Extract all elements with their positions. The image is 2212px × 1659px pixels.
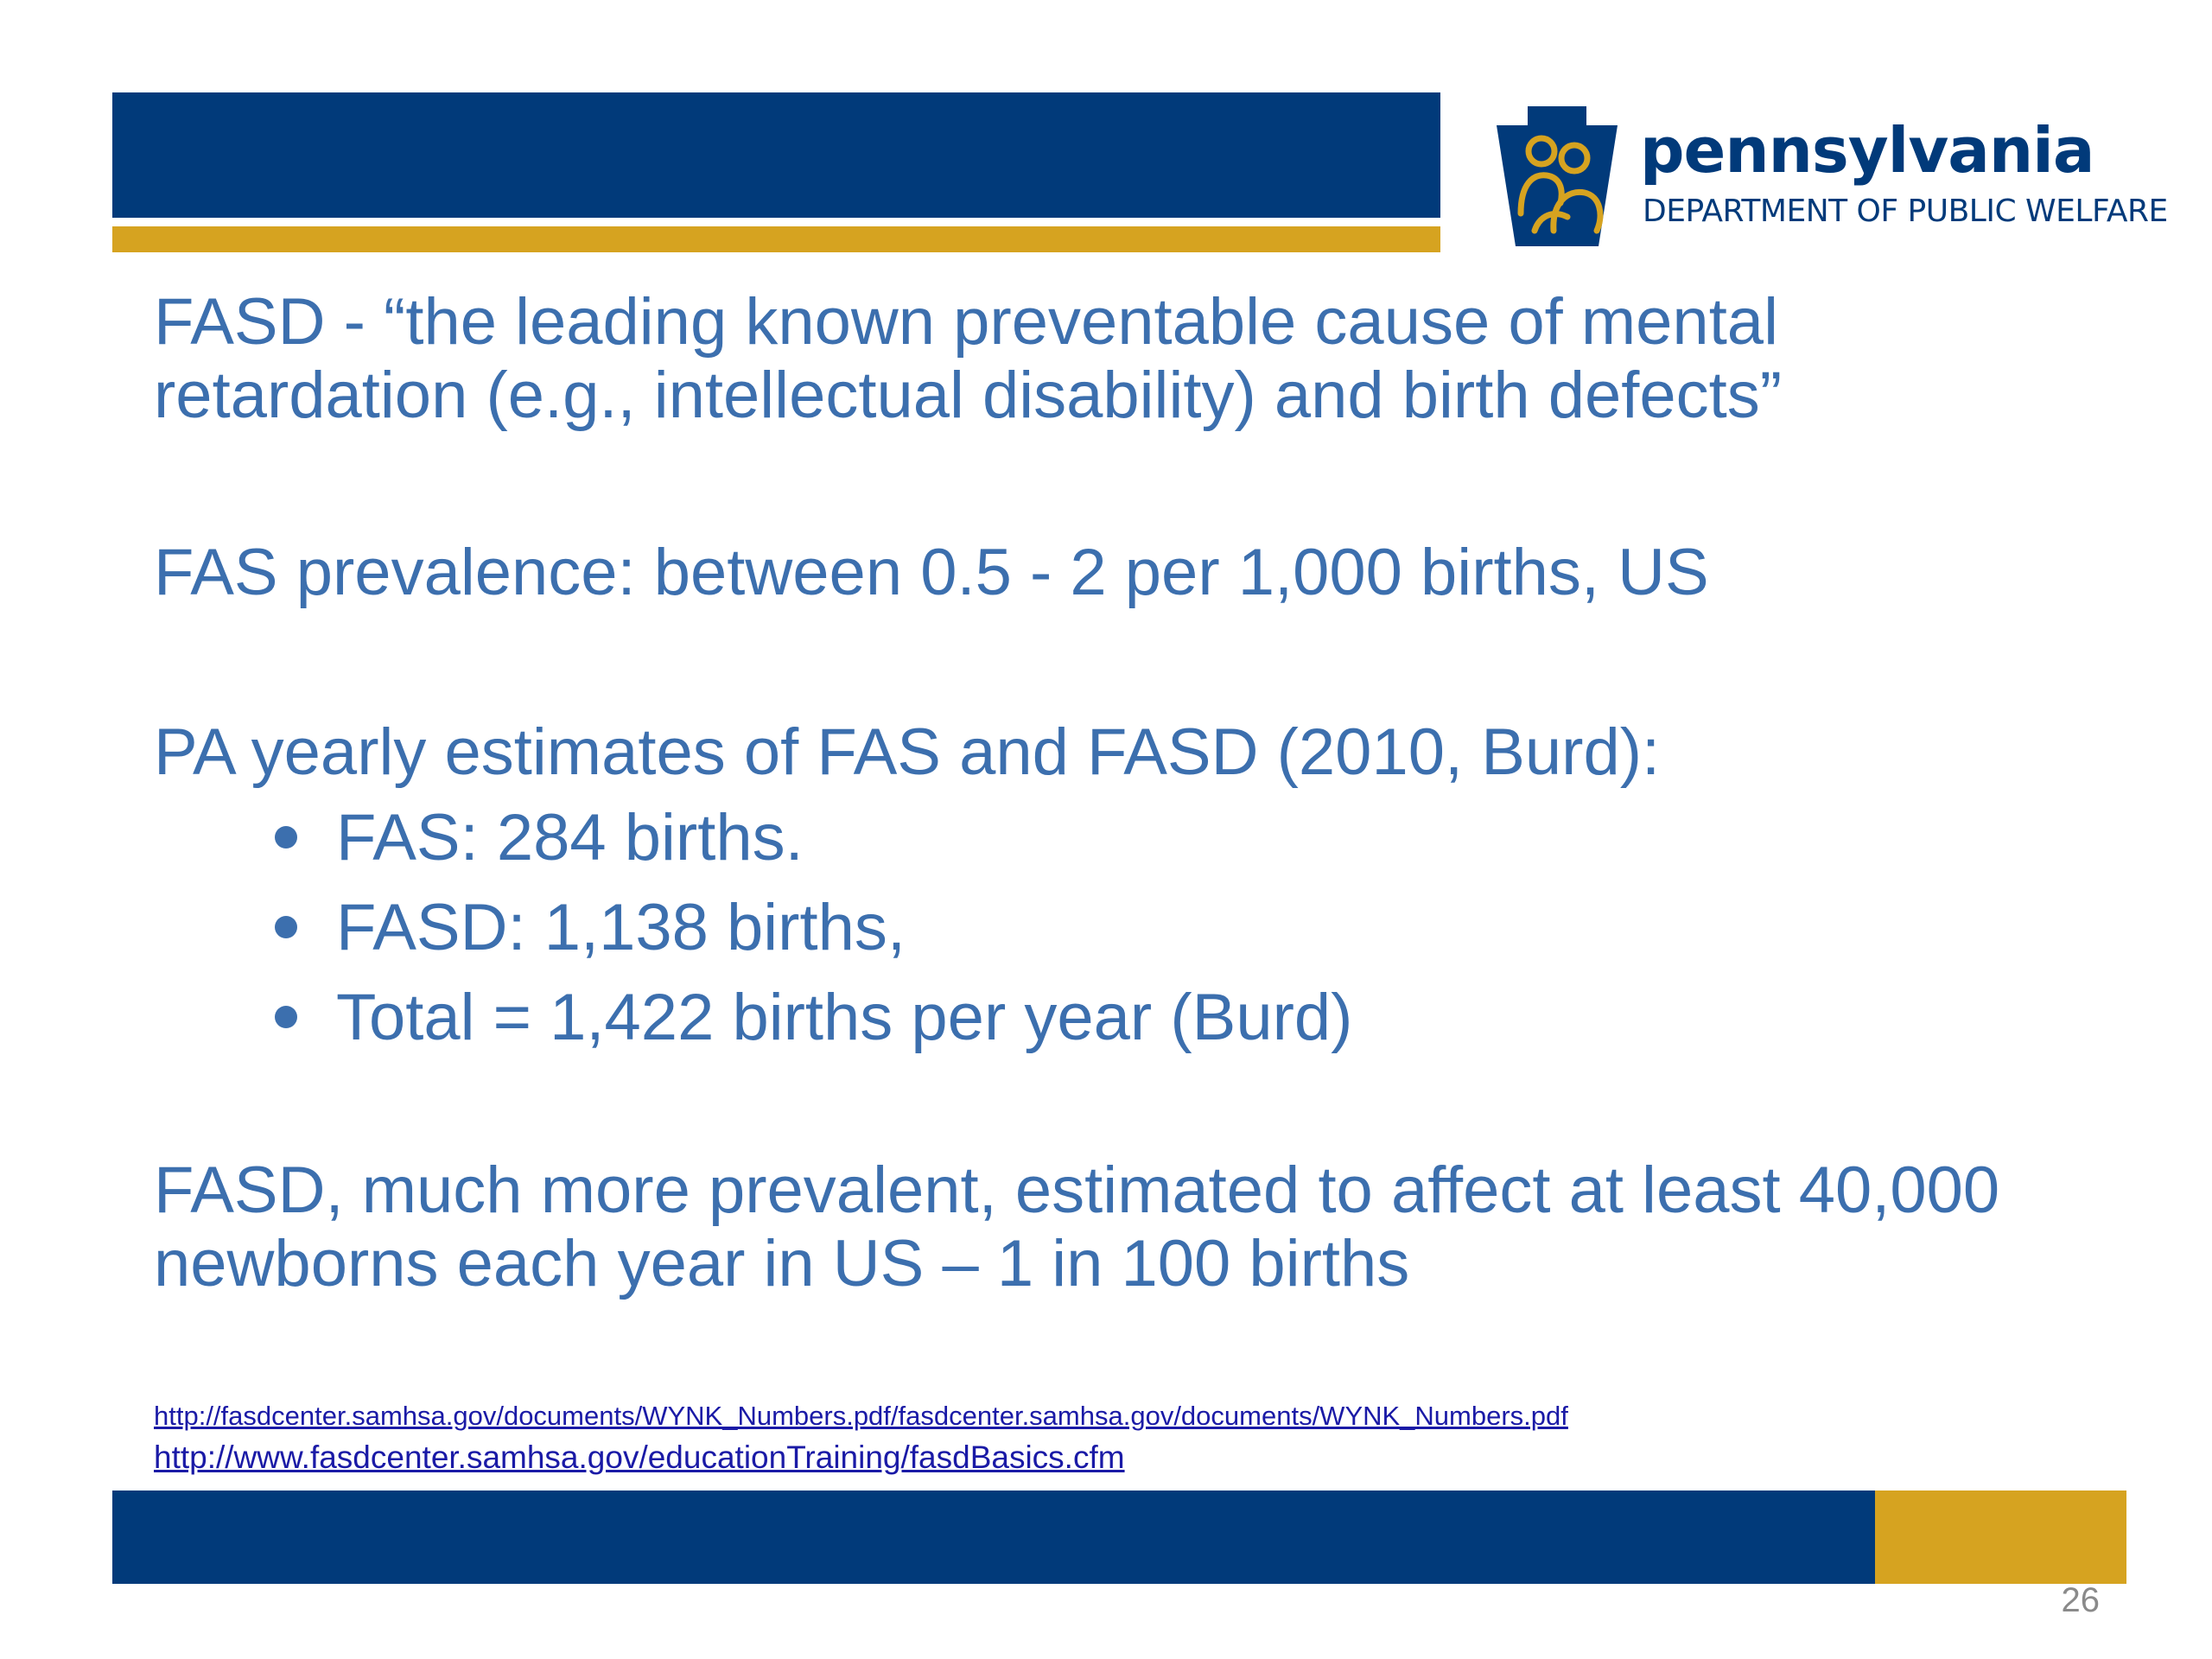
bullet-icon (275, 826, 297, 849)
paragraph-fasd-definition: FASD - “the leading known preventable cause of mental retardation (e.g., intellectual disability) and birth defects” (154, 285, 1783, 432)
paragraph-pa-estimates: PA yearly estimates of FAS and FASD (2010, Burd): (154, 715, 1661, 789)
brand-subtitle: DEPARTMENT OF PUBLIC WELFARE (1643, 194, 2168, 229)
pennsylvania-dpw-logo (1484, 97, 2168, 248)
brand-name: pennsylvania (1640, 114, 2094, 187)
list-item-text: FAS: 284 births. (336, 801, 804, 874)
list-item-text: FASD: 1,138 births, (336, 891, 906, 964)
bullet-icon (275, 916, 297, 938)
footer-gold-bar (1875, 1491, 2126, 1584)
source-links (154, 1400, 1568, 1479)
paragraph-fas-prevalence: FAS prevalence: between 0.5 - 2 per 1,000 births, US (154, 536, 1709, 609)
header-gold-bar (112, 226, 1440, 252)
source-link-wynk-numbers[interactable]: http://fasdcenter.samhsa.gov/documents/WYNK_Numbers.pdf/fasdcenter.samhsa.gov/documents/WYNK_Numbers.pdf (154, 1401, 1568, 1431)
list-item (154, 973, 1352, 1063)
source-link-fasd-basics[interactable]: http://www.fasdcenter.samhsa.gov/educationTraining/fasdBasics.cfm (154, 1440, 1125, 1475)
footer-blue-bar (112, 1491, 1875, 1584)
keystone-family-icon (1484, 101, 1630, 246)
bullet-icon (275, 1006, 297, 1028)
paragraph-fasd-newborns: FASD, much more prevalent, estimated to affect at least 40,000 newborns each year in US – 1 in 100 births (154, 1154, 2000, 1300)
list-item (154, 883, 1352, 973)
page-number: 26 (2061, 1581, 2100, 1619)
header-blue-bar (112, 92, 1440, 218)
estimates-list (154, 793, 1352, 1063)
list-item-text: Total = 1,422 births per year (Burd) (336, 981, 1353, 1054)
list-item (154, 793, 1352, 883)
